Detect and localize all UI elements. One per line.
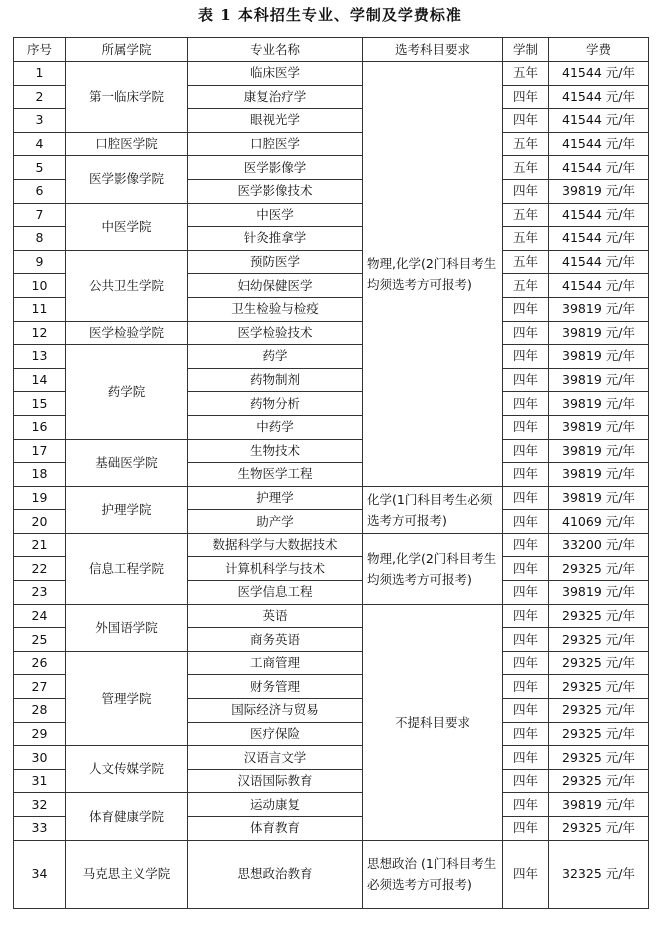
cell-years: 四年 bbox=[503, 368, 549, 392]
table-row bbox=[14, 156, 649, 180]
cell-seq: 18 bbox=[14, 463, 66, 487]
cell-major: 运动康复 bbox=[188, 793, 363, 817]
cell-years: 五年 bbox=[503, 203, 549, 227]
fee-table-container bbox=[13, 37, 649, 909]
cell-seq: 11 bbox=[14, 297, 66, 321]
cell-seq: 19 bbox=[14, 486, 66, 510]
cell-years: 四年 bbox=[503, 651, 549, 675]
cell-major: 临床医学 bbox=[188, 62, 363, 86]
header-seq: 序号 bbox=[14, 38, 66, 62]
cell-requirement: 思想政治 (1门科目考生必须选考方可报考) bbox=[363, 840, 503, 908]
cell-years: 四年 bbox=[503, 345, 549, 369]
cell-fee: 29325 元/年 bbox=[549, 675, 649, 699]
cell-years: 四年 bbox=[503, 769, 549, 793]
cell-seq: 2 bbox=[14, 85, 66, 109]
cell-college: 公共卫生学院 bbox=[66, 250, 188, 321]
cell-years: 五年 bbox=[503, 156, 549, 180]
cell-seq: 10 bbox=[14, 274, 66, 298]
table-row bbox=[14, 321, 649, 345]
table-header-row bbox=[14, 38, 649, 62]
cell-fee: 41544 元/年 bbox=[549, 85, 649, 109]
cell-seq: 4 bbox=[14, 132, 66, 156]
cell-fee: 39819 元/年 bbox=[549, 439, 649, 463]
cell-major: 预防医学 bbox=[188, 250, 363, 274]
cell-fee: 29325 元/年 bbox=[549, 746, 649, 770]
cell-college: 体育健康学院 bbox=[66, 793, 188, 840]
cell-seq: 29 bbox=[14, 722, 66, 746]
cell-college: 马克思主义学院 bbox=[66, 840, 188, 908]
cell-major: 计算机科学与技术 bbox=[188, 557, 363, 581]
cell-years: 四年 bbox=[503, 581, 549, 605]
cell-seq: 5 bbox=[14, 156, 66, 180]
cell-college: 人文传媒学院 bbox=[66, 746, 188, 793]
cell-years: 五年 bbox=[503, 274, 549, 298]
table-title: 表 1 本科招生专业、学制及学费标准 bbox=[198, 6, 462, 24]
cell-fee: 41544 元/年 bbox=[549, 227, 649, 251]
header-fee: 学费 bbox=[549, 38, 649, 62]
cell-fee: 41544 元/年 bbox=[549, 274, 649, 298]
cell-fee: 33200 元/年 bbox=[549, 533, 649, 557]
cell-fee: 39819 元/年 bbox=[549, 321, 649, 345]
cell-college: 药学院 bbox=[66, 345, 188, 439]
cell-fee: 29325 元/年 bbox=[549, 722, 649, 746]
cell-college: 医学影像学院 bbox=[66, 156, 188, 203]
cell-major: 中药学 bbox=[188, 415, 363, 439]
cell-major: 药物分析 bbox=[188, 392, 363, 416]
cell-college: 信息工程学院 bbox=[66, 533, 188, 604]
cell-major: 汉语国际教育 bbox=[188, 769, 363, 793]
cell-fee: 41544 元/年 bbox=[549, 132, 649, 156]
cell-years: 四年 bbox=[503, 628, 549, 652]
cell-requirement: 物理,化学(2门科目考生均须选考方可报考) bbox=[363, 62, 503, 487]
cell-major: 商务英语 bbox=[188, 628, 363, 652]
cell-years: 四年 bbox=[503, 699, 549, 723]
cell-fee: 39819 元/年 bbox=[549, 392, 649, 416]
cell-major: 医疗保险 bbox=[188, 722, 363, 746]
cell-fee: 39819 元/年 bbox=[549, 463, 649, 487]
cell-fee: 39819 元/年 bbox=[549, 793, 649, 817]
cell-major: 康复治疗学 bbox=[188, 85, 363, 109]
cell-seq: 21 bbox=[14, 533, 66, 557]
fee-table bbox=[13, 37, 649, 909]
cell-seq: 27 bbox=[14, 675, 66, 699]
cell-major: 体育教育 bbox=[188, 817, 363, 841]
cell-seq: 23 bbox=[14, 581, 66, 605]
table-row bbox=[14, 746, 649, 770]
cell-years: 五年 bbox=[503, 250, 549, 274]
cell-years: 四年 bbox=[503, 533, 549, 557]
cell-seq: 22 bbox=[14, 557, 66, 581]
cell-major: 卫生检验与检疫 bbox=[188, 297, 363, 321]
cell-college: 第一临床学院 bbox=[66, 62, 188, 133]
cell-fee: 41544 元/年 bbox=[549, 109, 649, 133]
cell-years: 四年 bbox=[503, 675, 549, 699]
cell-major: 医学影像学 bbox=[188, 156, 363, 180]
cell-years: 四年 bbox=[503, 557, 549, 581]
cell-college: 医学检验学院 bbox=[66, 321, 188, 345]
cell-major: 思想政治教育 bbox=[188, 840, 363, 908]
cell-major: 口腔医学 bbox=[188, 132, 363, 156]
cell-seq: 30 bbox=[14, 746, 66, 770]
cell-major: 药学 bbox=[188, 345, 363, 369]
cell-seq: 7 bbox=[14, 203, 66, 227]
cell-college: 口腔医学院 bbox=[66, 132, 188, 156]
cell-seq: 25 bbox=[14, 628, 66, 652]
cell-fee: 39819 元/年 bbox=[549, 486, 649, 510]
cell-major: 数据科学与大数据技术 bbox=[188, 533, 363, 557]
cell-seq: 31 bbox=[14, 769, 66, 793]
cell-major: 汉语言文学 bbox=[188, 746, 363, 770]
cell-major: 护理学 bbox=[188, 486, 363, 510]
cell-years: 五年 bbox=[503, 62, 549, 86]
table-row bbox=[14, 439, 649, 463]
cell-fee: 29325 元/年 bbox=[549, 651, 649, 675]
table-body bbox=[14, 62, 649, 909]
cell-seq: 24 bbox=[14, 604, 66, 628]
table-row bbox=[14, 651, 649, 675]
cell-major: 眼视光学 bbox=[188, 109, 363, 133]
table-row bbox=[14, 250, 649, 274]
cell-fee: 39819 元/年 bbox=[549, 415, 649, 439]
cell-years: 四年 bbox=[503, 510, 549, 534]
table-row bbox=[14, 840, 649, 908]
cell-fee: 39819 元/年 bbox=[549, 345, 649, 369]
cell-seq: 1 bbox=[14, 62, 66, 86]
cell-fee: 41544 元/年 bbox=[549, 250, 649, 274]
cell-seq: 8 bbox=[14, 227, 66, 251]
cell-years: 四年 bbox=[503, 179, 549, 203]
table-row bbox=[14, 533, 649, 557]
cell-major: 医学检验技术 bbox=[188, 321, 363, 345]
cell-major: 医学信息工程 bbox=[188, 581, 363, 605]
cell-fee: 41544 元/年 bbox=[549, 156, 649, 180]
cell-fee: 29325 元/年 bbox=[549, 699, 649, 723]
cell-fee: 29325 元/年 bbox=[549, 769, 649, 793]
cell-major: 生物技术 bbox=[188, 439, 363, 463]
cell-college: 外国语学院 bbox=[66, 604, 188, 651]
cell-major: 英语 bbox=[188, 604, 363, 628]
cell-seq: 15 bbox=[14, 392, 66, 416]
cell-major: 中医学 bbox=[188, 203, 363, 227]
table-row bbox=[14, 793, 649, 817]
cell-years: 四年 bbox=[503, 415, 549, 439]
cell-years: 五年 bbox=[503, 227, 549, 251]
cell-requirement: 不提科目要求 bbox=[363, 604, 503, 840]
cell-seq: 13 bbox=[14, 345, 66, 369]
cell-fee: 29325 元/年 bbox=[549, 817, 649, 841]
table-row bbox=[14, 62, 649, 86]
cell-seq: 3 bbox=[14, 109, 66, 133]
cell-years: 四年 bbox=[503, 746, 549, 770]
cell-fee: 41544 元/年 bbox=[549, 62, 649, 86]
cell-seq: 6 bbox=[14, 179, 66, 203]
cell-years: 四年 bbox=[503, 793, 549, 817]
cell-seq: 34 bbox=[14, 840, 66, 908]
cell-seq: 32 bbox=[14, 793, 66, 817]
header-years: 学制 bbox=[503, 38, 549, 62]
cell-fee: 39819 元/年 bbox=[549, 297, 649, 321]
cell-fee: 29325 元/年 bbox=[549, 557, 649, 581]
cell-fee: 39819 元/年 bbox=[549, 368, 649, 392]
cell-major: 国际经济与贸易 bbox=[188, 699, 363, 723]
cell-years: 五年 bbox=[503, 132, 549, 156]
cell-years: 四年 bbox=[503, 722, 549, 746]
cell-years: 四年 bbox=[503, 817, 549, 841]
cell-years: 四年 bbox=[503, 392, 549, 416]
cell-major: 医学影像技术 bbox=[188, 179, 363, 203]
table-row bbox=[14, 604, 649, 628]
cell-college: 中医学院 bbox=[66, 203, 188, 250]
header-requirement: 选考科目要求 bbox=[363, 38, 503, 62]
header-major: 专业名称 bbox=[188, 38, 363, 62]
cell-major: 助产学 bbox=[188, 510, 363, 534]
cell-years: 四年 bbox=[503, 486, 549, 510]
cell-major: 财务管理 bbox=[188, 675, 363, 699]
cell-seq: 33 bbox=[14, 817, 66, 841]
cell-seq: 12 bbox=[14, 321, 66, 345]
cell-years: 四年 bbox=[503, 297, 549, 321]
cell-requirement: 化学(1门科目考生必须选考方可报考) bbox=[363, 486, 503, 533]
cell-major: 妇幼保健医学 bbox=[188, 274, 363, 298]
cell-college: 管理学院 bbox=[66, 651, 188, 745]
cell-seq: 20 bbox=[14, 510, 66, 534]
header-college: 所属学院 bbox=[66, 38, 188, 62]
cell-fee: 39819 元/年 bbox=[549, 581, 649, 605]
cell-major: 工商管理 bbox=[188, 651, 363, 675]
table-row bbox=[14, 345, 649, 369]
cell-fee: 32325 元/年 bbox=[549, 840, 649, 908]
table-row bbox=[14, 486, 649, 510]
cell-seq: 14 bbox=[14, 368, 66, 392]
cell-years: 四年 bbox=[503, 604, 549, 628]
cell-fee: 39819 元/年 bbox=[549, 179, 649, 203]
cell-major: 药物制剂 bbox=[188, 368, 363, 392]
cell-years: 四年 bbox=[503, 463, 549, 487]
table-row bbox=[14, 203, 649, 227]
cell-fee: 29325 元/年 bbox=[549, 628, 649, 652]
cell-major: 生物医学工程 bbox=[188, 463, 363, 487]
table-row bbox=[14, 132, 649, 156]
cell-requirement: 物理,化学(2门科目考生均须选考方可报考) bbox=[363, 533, 503, 604]
cell-years: 四年 bbox=[503, 439, 549, 463]
cell-years: 四年 bbox=[503, 85, 549, 109]
cell-college: 护理学院 bbox=[66, 486, 188, 533]
cell-college: 基础医学院 bbox=[66, 439, 188, 486]
cell-seq: 17 bbox=[14, 439, 66, 463]
cell-years: 四年 bbox=[503, 109, 549, 133]
cell-years: 四年 bbox=[503, 840, 549, 908]
cell-fee: 41544 元/年 bbox=[549, 203, 649, 227]
cell-years: 四年 bbox=[503, 321, 549, 345]
cell-seq: 26 bbox=[14, 651, 66, 675]
cell-fee: 29325 元/年 bbox=[549, 604, 649, 628]
cell-seq: 16 bbox=[14, 415, 66, 439]
cell-major: 针灸推拿学 bbox=[188, 227, 363, 251]
cell-seq: 28 bbox=[14, 699, 66, 723]
cell-fee: 41069 元/年 bbox=[549, 510, 649, 534]
cell-seq: 9 bbox=[14, 250, 66, 274]
